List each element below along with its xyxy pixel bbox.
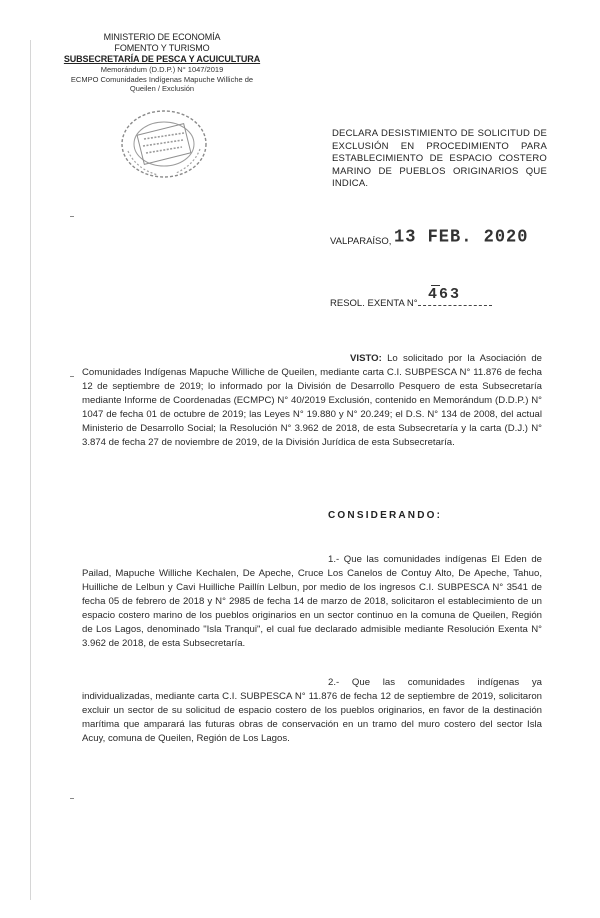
paragraph-2-text: Que las comunidades indígenas ya individualizadas, mediante carta C.I. SUBPESCA N° 11.876 de fecha 12 de septiembre de 2019, solicitaron excluir un sector de su solicitud de espacio costero de los pueblos originarios, en favor de la destinación marítima que amparará las futuras obras de conservación en un tramo del muro costero del sector Isla Acuy, comuna de Queilen, Región de Los Lagos.	[82, 677, 542, 744]
margin-mark	[70, 216, 74, 217]
visto-label: VISTO:	[350, 353, 382, 364]
ministry-name: MINISTERIO DE ECONOMÍA	[103, 32, 221, 42]
official-seal-stamp	[116, 105, 212, 183]
resolution-number-line	[330, 285, 530, 311]
date-line	[330, 228, 570, 252]
ecmpo-reference: ECMPO Comunidades Indígenas Mapuche Williche de	[70, 74, 254, 84]
considerando-paragraph-2	[82, 676, 542, 746]
city-label: VALPARAÍSO,	[330, 236, 392, 247]
paragraph-2-number: 2.-	[328, 677, 340, 688]
margin-mark	[70, 798, 74, 799]
ministry-name-2: FOMENTO Y TURISMO	[114, 43, 210, 53]
stamped-date: 13 FEB. 2020	[394, 227, 529, 248]
resolution-label: RESOL. EXENTA N°	[330, 298, 418, 309]
visto-text: Lo solicitado por la Asociación de Comunidades Indígenas Mapuche Williche de Queilen, mediante carta C.I. SUBPESCA N° 11.876 de fecha 12 de septiembre de 2019; lo informado por la División de Desarrollo Pesquero de esta Subsecretaría mediante Informe de Coordenadas (ECMPC) N° 40/2019 Exclusión, contenido en Memorándum (D.D.P.) N° 1047 de fecha 01 de octubre de 2019; las Leyes N° 19.880 y N° 20.249; el D.S. N° 134 de 2008, del actual Ministerio de Desarrollo Social; la Resolución N° 3.962 de 2018, de esta Subsecretaría y la carta (D.J.) N° 3.874 de fecha 27 de noviembre de 2019, de la División Jurídica de esta Subsecretaría.	[82, 353, 542, 448]
subsecretaria-name: SUBSECRETARÍA DE PESCA Y ACUICULTURA	[63, 54, 261, 64]
resolution-fill-line	[418, 305, 492, 306]
resolution-number: 463	[428, 286, 462, 303]
left-margin-line	[30, 40, 31, 900]
considerando-paragraph-1	[82, 553, 542, 651]
paragraph-1-number: 1.-	[328, 554, 340, 565]
resolution-title: DECLARA DESISTIMIENTO DE SOLICITUD DE EXCLUSIÓN EN PROCEDIMIENTO PARA ESTABLECIMIENTO DE ESPACIO COSTERO MARINO DE PUEBLOS ORIGINARIOS QUE INDICA.	[332, 128, 547, 189]
margin-mark	[70, 376, 74, 377]
paragraph-1-text: Que las comunidades indígenas El Eden de Pailad, Mapuche Williche Kechalen, De Apeche, Cruce Los Canelos de Contuy Alto, De Apeche, Tahuo, Huilliche de Lelbun y Cavi Huilliche Paillín Lelbun, por medio de los ingresos C.I. SUBPESCA N° 3541 de fecha 05 de febrero de 2018 y N° 2985 de fecha 14 de marzo de 2018, solicitaron el establecimiento de un espacio costero marino de los pueblos originarios en un sector continuo en la comuna de Queilen, Región de Los Lagos, denominado "Isla Tranqui", el cual fue declarado admisible mediante Resolución Exenta N° 3.962 de 2018, de esta Subsecretaría.	[82, 554, 542, 649]
considerando-heading: CONSIDERANDO:	[328, 510, 443, 521]
memo-reference: Memorándum (D.D.P.) N° 1047/2019	[100, 65, 224, 74]
visto-paragraph	[82, 352, 542, 450]
ecmpo-reference-2: Queilen / Exclusión	[129, 84, 195, 93]
letterhead	[42, 32, 282, 94]
